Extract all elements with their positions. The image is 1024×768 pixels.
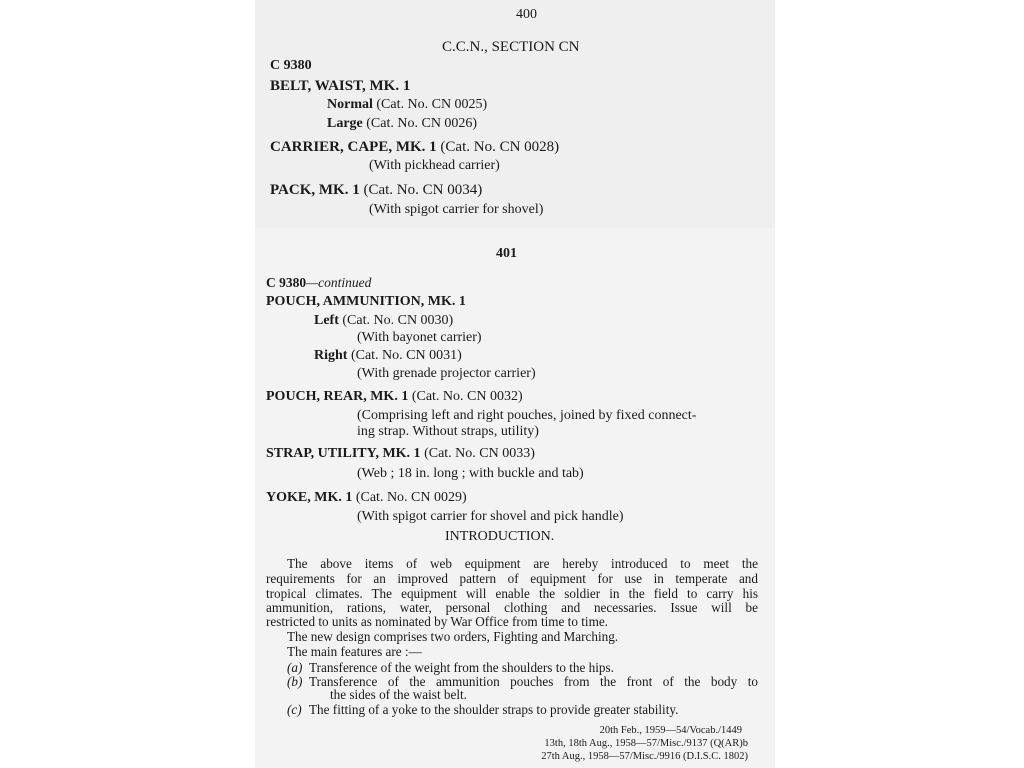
paragraph-line: ammunition, rations, water, personal clothing and necessaries. Issue will be bbox=[266, 600, 758, 615]
paragraph-line: restricted to units as nominated by War Office from time to time. bbox=[266, 614, 608, 629]
item-name: POUCH, AMMUNITION, MK. 1 bbox=[266, 294, 466, 309]
item-row bbox=[270, 183, 482, 198]
item-note: (With grenade projector carrier) bbox=[357, 366, 536, 381]
continued-label: —continued bbox=[306, 275, 372, 290]
paragraph-line: requirements for an improved pattern of equipment for use in temperate and bbox=[266, 571, 758, 586]
item-note: ing strap. Without straps, utility) bbox=[357, 424, 539, 439]
variant-label: Left bbox=[314, 313, 339, 328]
item-note: (Web ; 18 in. long ; with buckle and tab) bbox=[357, 466, 584, 481]
reference-line: 20th Feb., 1959—54/Vocab./1449 bbox=[599, 725, 742, 736]
feature-label: (a) bbox=[287, 660, 303, 675]
reference-line: 13th, 18th Aug., 1958—57/Misc./9137 (Q(AR)b bbox=[544, 738, 748, 749]
variant-row bbox=[327, 117, 477, 131]
item-name: YOKE, MK. 1 bbox=[266, 490, 353, 505]
page-number: 401 bbox=[496, 246, 517, 261]
item-row bbox=[266, 390, 523, 404]
variant-row bbox=[314, 314, 453, 328]
cat-number: (Cat. No. CN 0031) bbox=[350, 348, 462, 363]
feature-label: (c) bbox=[287, 702, 302, 717]
feature-text: Transference of the ammunition pouches from the front of the body to bbox=[309, 674, 758, 689]
cat-number: (Cat. No. CN 0034) bbox=[363, 182, 483, 198]
item-note: (With spigot carrier for shovel) bbox=[369, 202, 544, 217]
item-note: (With pickhead carrier) bbox=[369, 158, 500, 173]
section-heading: INTRODUCTION. bbox=[445, 529, 555, 544]
paragraph-line: The new design comprises two orders, Fighting and Marching. bbox=[287, 629, 619, 644]
page-number: 400 bbox=[516, 7, 537, 22]
item-name: PACK, MK. 1 bbox=[270, 182, 360, 198]
feature-text: Transference of the weight from the shoulders to the hips. bbox=[309, 660, 614, 675]
item-row bbox=[270, 140, 559, 155]
variant-row bbox=[327, 98, 487, 112]
paragraph-line: The main features are :— bbox=[287, 644, 422, 659]
paragraph-line: The above items of web equipment are hereby introduced to meet the bbox=[287, 556, 758, 571]
variant-row bbox=[314, 349, 462, 363]
cat-number: (Cat. No. CN 0026) bbox=[366, 116, 478, 131]
cat-number: (Cat. No. CN 0032) bbox=[411, 389, 523, 404]
section-header: C.C.N., SECTION CN bbox=[442, 39, 580, 55]
variant-label: Large bbox=[327, 116, 363, 131]
item-name: STRAP, UTILITY, MK. 1 bbox=[266, 446, 421, 461]
feature-text: the sides of the waist belt. bbox=[330, 687, 467, 702]
item-note: (Comprising left and right pouches, joined by fixed connect- bbox=[357, 408, 697, 423]
group-code: C 9380 bbox=[266, 275, 307, 290]
item-name: CARRIER, CAPE, MK. 1 bbox=[270, 139, 437, 155]
paragraph-line: tropical climates. The equipment will enable the soldier in the field to carry his bbox=[266, 586, 758, 601]
variant-label: Normal bbox=[327, 97, 373, 112]
feature-text: The fitting of a yoke to the shoulder straps to provide greater stability. bbox=[309, 702, 679, 717]
item-name: BELT, WAIST, MK. 1 bbox=[270, 78, 411, 94]
feature-label: (b) bbox=[287, 674, 303, 689]
cat-number: (Cat. No. CN 0029) bbox=[355, 490, 467, 505]
item-note: (With spigot carrier for shovel and pick handle) bbox=[357, 509, 624, 524]
variant-label: Right bbox=[314, 348, 348, 363]
cat-number: (Cat. No. CN 0025) bbox=[376, 97, 488, 112]
reference-line: 27th Aug., 1958—57/Misc./9916 (D.I.S.C. 1802) bbox=[541, 751, 748, 762]
group-code: C 9380 bbox=[270, 58, 312, 73]
item-row bbox=[266, 491, 467, 505]
group-code-continued bbox=[266, 276, 371, 290]
cat-number: (Cat. No. CN 0030) bbox=[342, 313, 454, 328]
item-note: (With bayonet carrier) bbox=[357, 330, 482, 345]
cat-number: (Cat. No. CN 0033) bbox=[424, 446, 535, 461]
item-row bbox=[266, 447, 535, 461]
cat-number: (Cat. No. CN 0028) bbox=[440, 139, 560, 155]
item-name: POUCH, REAR, MK. 1 bbox=[266, 389, 409, 404]
